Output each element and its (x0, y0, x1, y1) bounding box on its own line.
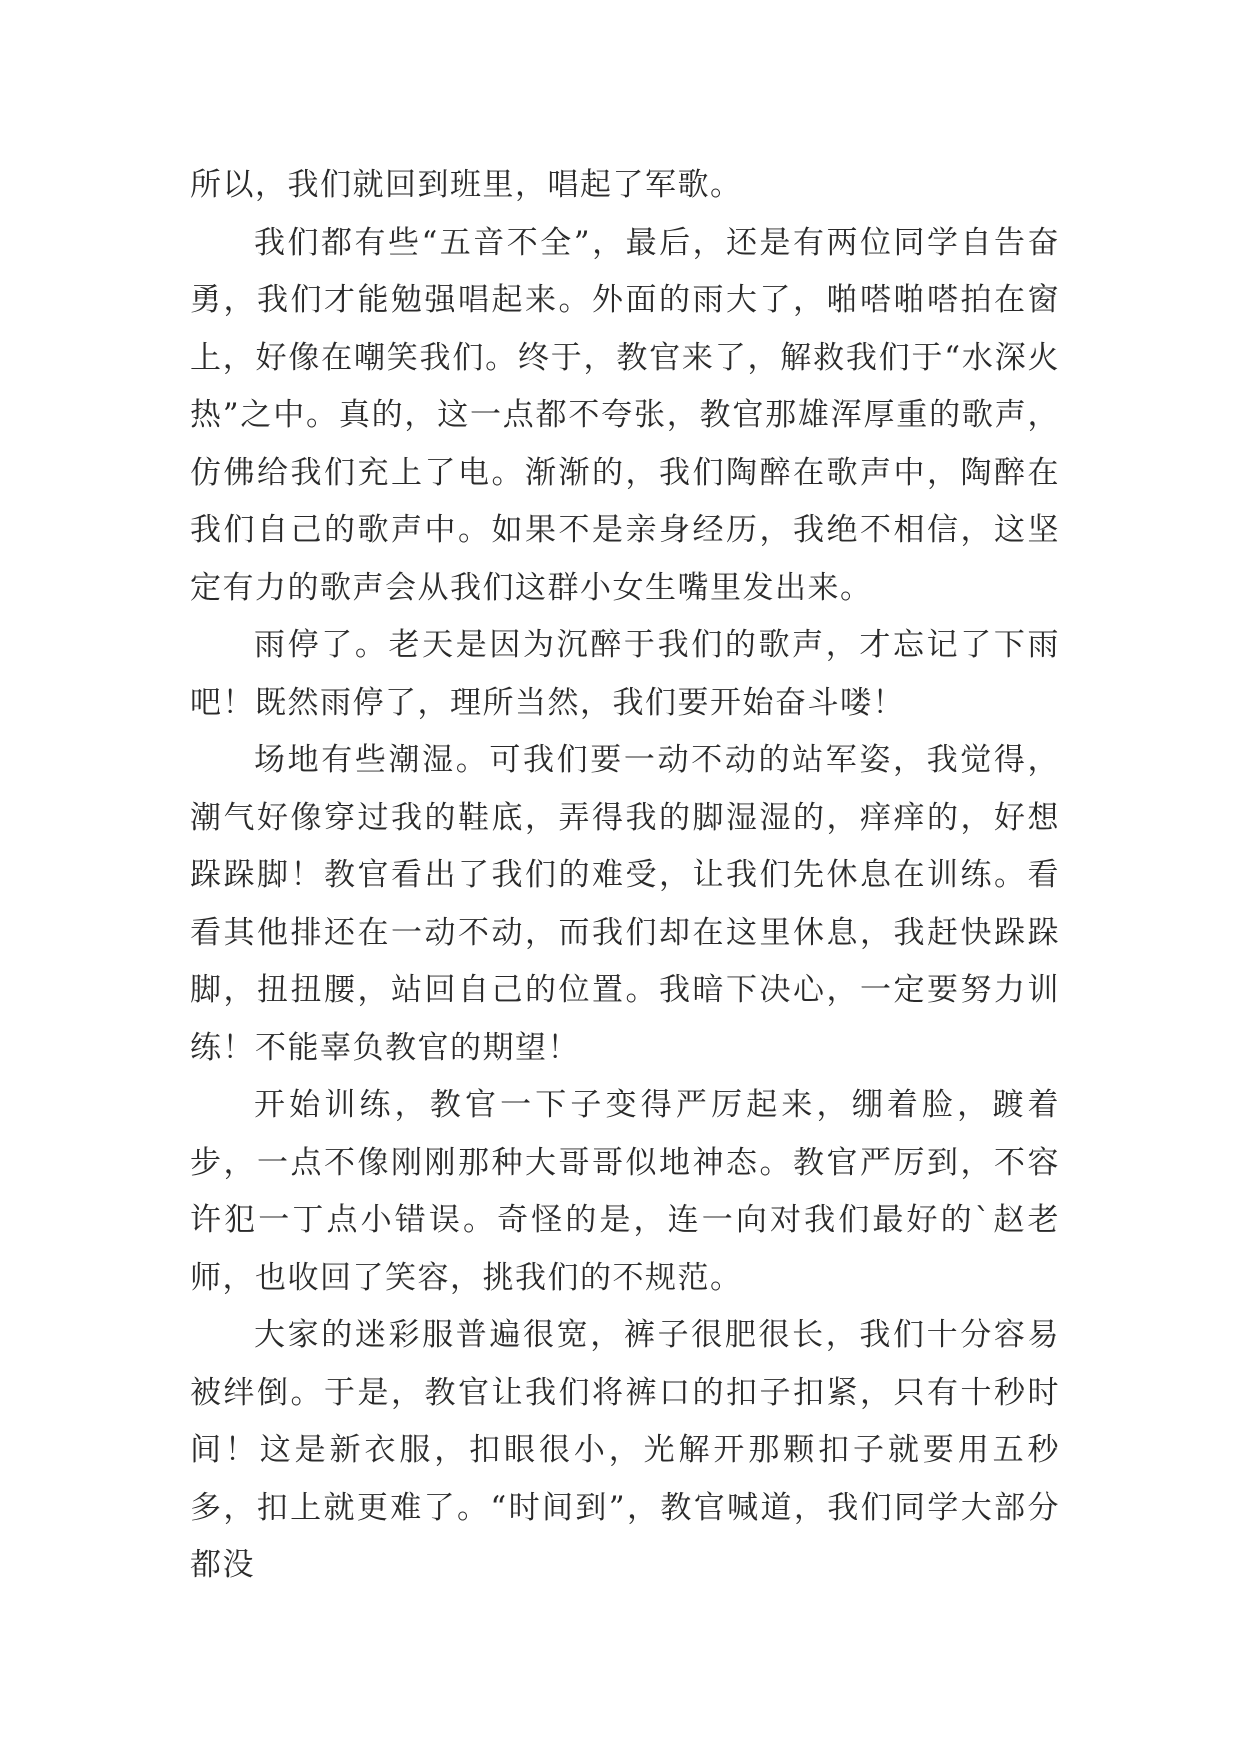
body-text (190, 157, 1060, 1595)
paragraph-4: 场地有些潮湿。可我们要一动不动的站军姿，我觉得，潮气好像穿过我的鞋底，弄得我的脚湿湿的，痒痒的，好想跺跺脚！教官看出了我们的难受，让我们先休息在训练。看看其他排还在一动不动，而我们却在这里休息，我赶快跺跺脚，扭扭腰，站回自己的位置。我暗下决心，一定要努力训练！不能辜负教官的期望！ (190, 742, 1060, 1066)
paragraph-2: 我们都有些“五音不全”，最后，还是有两位同学自告奋勇，我们才能勉强唱起来。外面的雨大了，啪嗒啪嗒拍在窗上，好像在嘲笑我们。终于，教官来了，解救我们于“水深火热”之中。真的，这一点都不夸张，教官那雄浑厚重的歌声，仿佛给我们充上了电。渐渐的，我们陶醉在歌声中，陶醉在我们自己的歌声中。如果不是亲身经历，我绝不相信，这坚定有力的歌声会从我们这群小女生嘴里发出来。 (190, 224, 1060, 606)
paragraph-3: 雨停了。老天是因为沉醉于我们的歌声，才忘记了下雨吧！既然雨停了，理所当然，我们要开始奋斗喽！ (190, 627, 1060, 721)
paragraph-1: 所以，我们就回到班里，唱起了军歌。 (190, 167, 743, 203)
paragraph-6: 大家的迷彩服普遍很宽，裤子很肥很长，我们十分容易被绊倒。于是，教官让我们将裤口的扣子扣紧，只有十秒时间！这是新衣服，扣眼很小，光解开那颗扣子就要用五秒多，扣上就更难了。“时间到”，教官喊道，我们同学大部分都没 (190, 1317, 1060, 1583)
paragraph-5: 开始训练，教官一下子变得严厉起来，绷着脸，踱着步，一点不像刚刚那种大哥哥似地神态。教官严厉到，不容许犯一丁点小错误。奇怪的是，连一向对我们最好的`赵老师，也收回了笑容，挑我们的不规范。 (190, 1087, 1060, 1296)
